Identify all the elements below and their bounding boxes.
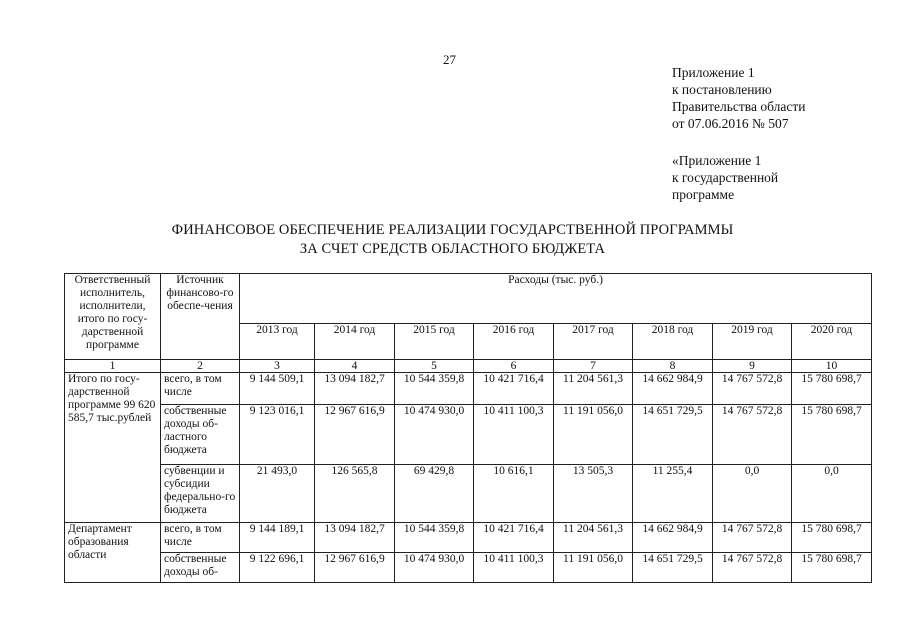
value-cell: 9 144 189,1 [240, 523, 315, 553]
value-cell: 13 094 182,7 [315, 523, 395, 553]
executor-cell: Итого по госу-дарственной программе 99 620 585,7 тыс.рублей [65, 373, 161, 523]
year-header: 2018 год [633, 324, 713, 360]
appendix-line: Приложение 1 [672, 65, 755, 80]
value-cell: 11 191 056,0 [554, 553, 633, 583]
document-title [0, 221, 905, 259]
appendix-line: Правительства области [672, 99, 806, 114]
year-header: 2017 год [554, 324, 633, 360]
column-number: 10 [792, 360, 872, 373]
value-cell: 10 474 930,0 [395, 553, 474, 583]
page-number: 27 [443, 52, 456, 67]
value-cell: 13 094 182,7 [315, 373, 395, 405]
year-header: 2013 год [240, 324, 315, 360]
appendix-line: от 07.06.2016 № 507 [672, 116, 789, 131]
table-row [65, 523, 872, 553]
column-number: 2 [161, 360, 240, 373]
value-cell: 0,0 [792, 465, 872, 523]
value-cell: 10 421 716,4 [474, 373, 554, 405]
year-header: 2016 год [474, 324, 554, 360]
year-header: 2015 год [395, 324, 474, 360]
source-cell: субвенции и субсидии федерально-го бюджета [161, 465, 240, 523]
appendix-subheader [672, 152, 778, 203]
year-header: 2020 год [792, 324, 872, 360]
value-cell: 9 122 696,1 [240, 553, 315, 583]
financing-table [64, 273, 872, 583]
value-cell: 10 544 359,8 [395, 523, 474, 553]
value-cell: 126 565,8 [315, 465, 395, 523]
header-expenses: Расходы (тыс. руб.) [240, 274, 872, 324]
value-cell: 12 967 616,9 [315, 405, 395, 465]
value-cell: 14 651 729,5 [633, 405, 713, 465]
year-header: 2014 год [315, 324, 395, 360]
column-number: 6 [474, 360, 554, 373]
value-cell: 15 780 698,7 [792, 553, 872, 583]
header-source: Источник финансово-го обеспе-чения [161, 274, 240, 360]
value-cell: 14 651 729,5 [633, 553, 713, 583]
value-cell: 14 662 984,9 [633, 373, 713, 405]
value-cell: 14 767 572,8 [713, 373, 792, 405]
header-executor: Ответственный исполнитель, исполнители, итого по госу-дарственной программе [65, 274, 161, 360]
appendix-line: к государственной [672, 170, 779, 185]
value-cell: 14 767 572,8 [713, 553, 792, 583]
value-cell: 10 411 100,3 [474, 553, 554, 583]
value-cell: 69 429,8 [395, 465, 474, 523]
source-cell: всего, в том числе [161, 523, 240, 553]
appendix-header [672, 64, 805, 132]
value-cell: 21 493,0 [240, 465, 315, 523]
value-cell: 11 204 561,3 [554, 373, 633, 405]
value-cell: 11 191 056,0 [554, 405, 633, 465]
column-number: 8 [633, 360, 713, 373]
value-cell: 10 474 930,0 [395, 405, 474, 465]
value-cell: 9 123 016,1 [240, 405, 315, 465]
executor-cell: Департамент образования области [65, 523, 161, 583]
source-cell: собственные доходы об-ластного бюджета [161, 405, 240, 465]
value-cell: 0,0 [713, 465, 792, 523]
column-number-row [65, 360, 872, 373]
value-cell: 11 204 561,3 [554, 523, 633, 553]
value-cell: 13 505,3 [554, 465, 633, 523]
value-cell: 15 780 698,7 [792, 373, 872, 405]
value-cell: 15 780 698,7 [792, 405, 872, 465]
value-cell: 10 411 100,3 [474, 405, 554, 465]
title-line: ЗА СЧЕТ СРЕДСТВ ОБЛАСТНОГО БЮДЖЕТА [299, 241, 606, 257]
column-number: 7 [554, 360, 633, 373]
value-cell: 10 421 716,4 [474, 523, 554, 553]
appendix-line: к постановлению [672, 82, 772, 97]
table-row [65, 553, 872, 583]
table-row [65, 405, 872, 465]
value-cell: 14 662 984,9 [633, 523, 713, 553]
table-row [65, 465, 872, 523]
value-cell: 14 767 572,8 [713, 405, 792, 465]
title-line: ФИНАНСОВОЕ ОБЕСПЕЧЕНИЕ РЕАЛИЗАЦИИ ГОСУДАРСТВЕННОЙ ПРОГРАММЫ [171, 222, 734, 238]
year-header: 2019 год [713, 324, 792, 360]
value-cell: 10 616,1 [474, 465, 554, 523]
source-cell: всего, в том числе [161, 373, 240, 405]
value-cell: 11 255,4 [633, 465, 713, 523]
value-cell: 9 144 509,1 [240, 373, 315, 405]
value-cell: 15 780 698,7 [792, 523, 872, 553]
table-row [65, 373, 872, 405]
source-cell: собственные доходы об- [161, 553, 240, 583]
column-number: 1 [65, 360, 161, 373]
appendix-line: программе [672, 187, 735, 202]
column-number: 3 [240, 360, 315, 373]
value-cell: 10 544 359,8 [395, 373, 474, 405]
column-number: 5 [395, 360, 474, 373]
column-number: 4 [315, 360, 395, 373]
appendix-line: «Приложение 1 [672, 153, 762, 168]
value-cell: 14 767 572,8 [713, 523, 792, 553]
column-number: 9 [713, 360, 792, 373]
value-cell: 12 967 616,9 [315, 553, 395, 583]
